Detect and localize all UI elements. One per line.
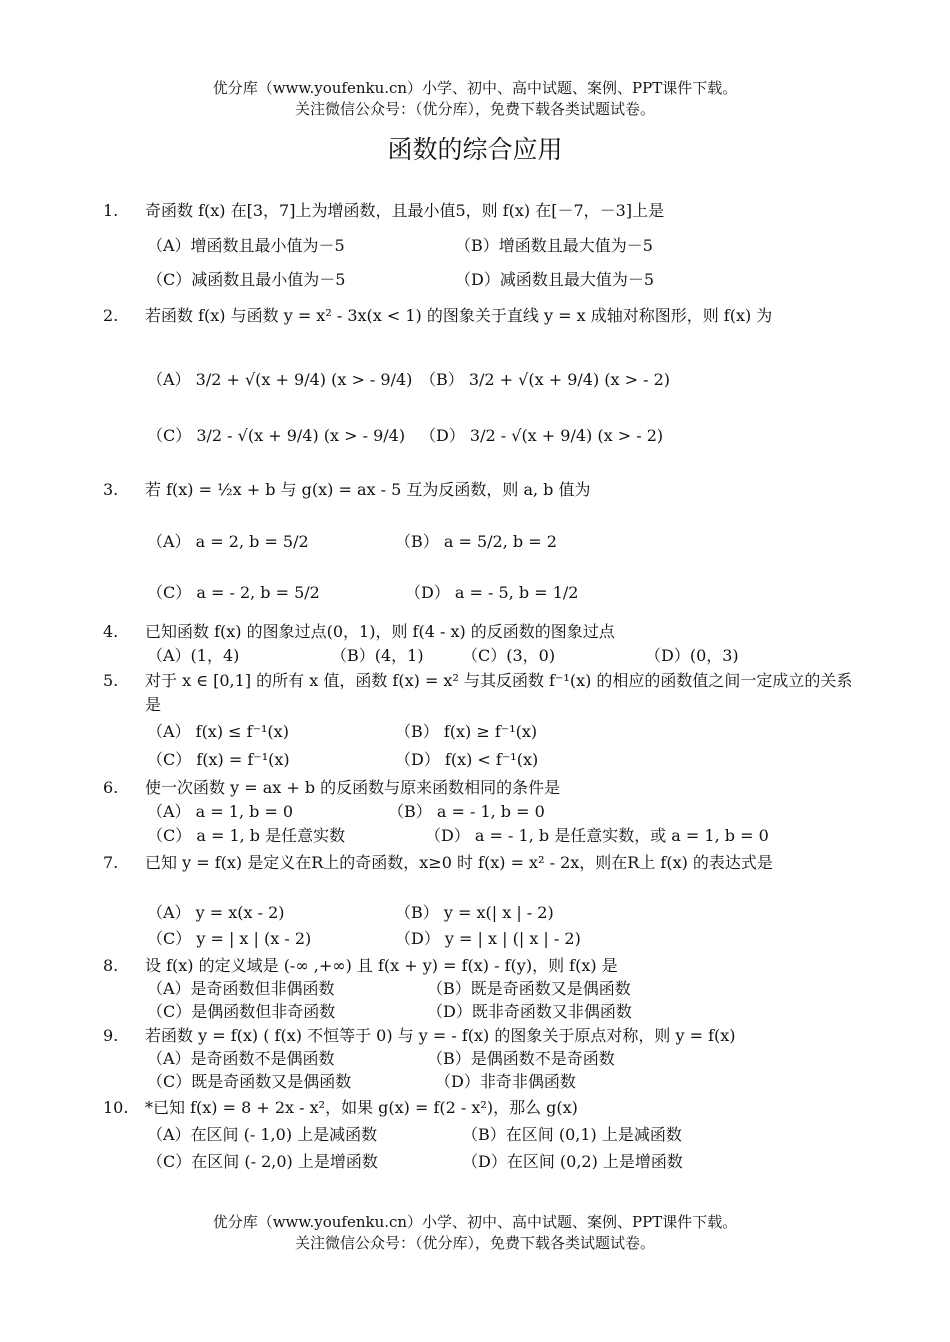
option-a: （A） f(x) ≤ f⁻¹(x) (147, 722, 289, 741)
option-a: （A）是奇函数但非偶函数 (147, 979, 335, 998)
question-6 (103, 776, 853, 800)
question-text: 对于 x ∈ [0,1] 的所有 x 值，函数 f(x) = x² 与其反函数 f⁻¹(x) 的相应的函数值之间一定成立的关系是 (145, 671, 853, 714)
option-c: （C） y = | x | (x - 2) (147, 929, 312, 948)
question-text: *已知 f(x) = 8 + 2x - x²，如果 g(x) = f(2 - x²)，那么 g(x) (145, 1098, 578, 1117)
option-c: （C）减函数且最小值为－5 (147, 270, 346, 289)
option-b: （B）增函数且最大值为－5 (455, 236, 653, 255)
question-number: 1. (103, 201, 119, 220)
footer-line-2: 关注微信公众号：（优分库），免费下载各类试题试卷。 (294, 1234, 655, 1252)
option-d: （D）减函数且最大值为－5 (455, 270, 655, 289)
option-c: （C）既是奇函数又是偶函数 (147, 1072, 352, 1091)
option-c: （C） a = - 2, b = 5/2 (147, 583, 320, 602)
question-7 (103, 851, 853, 899)
question-3 (103, 478, 853, 502)
option-a: （A） a = 1, b = 0 (147, 802, 294, 821)
question-number: 5. (103, 671, 119, 690)
question-number: 6. (103, 778, 119, 797)
header-line-2: 关注微信公众号：（优分库），免费下载各类试题试卷。 (294, 100, 655, 118)
option-d: （D） 3/2 - √(x + 9/4) (x > - 2) (420, 426, 664, 445)
option-a: （A）是奇函数不是偶函数 (147, 1049, 335, 1068)
question-text: 已知 y = f(x) 是定义在R上的奇函数，x≥0 时 f(x) = x² - 2x，则在R上 f(x) 的表达式是 (145, 853, 773, 872)
option-b: （B） 3/2 + √(x + 9/4) (x > - 2) (420, 370, 671, 389)
option-d: （D）既非奇函数又非偶函数 (427, 1002, 632, 1021)
question-text: 若函数 y = f(x) ( f(x) 不恒等于 0) 与 y = - f(x) 的图象关于原点对称，则 y = f(x) (145, 1026, 736, 1045)
option-c: （C） a = 1, b 是任意实数 (147, 826, 346, 845)
option-b: （B） a = 5/2, b = 2 (395, 532, 557, 551)
question-5 (103, 669, 853, 717)
footer-line-1: 优分库（www.youfenku.cn）小学、初中、高中试题、案例、PPT课件下载。 (212, 1213, 738, 1231)
option-d: （D）在区间 (0,2) 上是增函数 (462, 1152, 683, 1171)
option-b: （B）既是奇函数又是偶函数 (427, 979, 631, 998)
option-d: （D）非奇非偶函数 (435, 1072, 576, 1091)
option-a: （A） a = 2, b = 5/2 (147, 532, 309, 551)
page-title: 函数的综合应用 (387, 135, 563, 164)
question-number: 10. (103, 1098, 129, 1117)
option-d: （D） f(x) < f⁻¹(x) (395, 750, 539, 769)
option-b: （B） a = - 1, b = 0 (388, 802, 545, 821)
option-a: （A）增函数且最小值为－5 (147, 236, 345, 255)
option-d: （D） y = | x | (| x | - 2) (395, 929, 581, 948)
option-c: （C） f(x) = f⁻¹(x) (147, 750, 290, 769)
question-9 (103, 1024, 853, 1048)
option-c: （C）(3，0) (462, 646, 556, 665)
question-text: 若函数 f(x) 与函数 y = x² - 3x(x < 1) 的图象关于直线 y = x 成轴对称图形，则 f(x) 为 (145, 306, 773, 325)
question-text: 使一次函数 y = ax + b 的反函数与原来函数相同的条件是 (145, 778, 561, 797)
option-b: （B）是偶函数不是奇函数 (427, 1049, 615, 1068)
option-c: （C）是偶函数但非奇函数 (147, 1002, 336, 1021)
option-b: （B） f(x) ≥ f⁻¹(x) (395, 722, 538, 741)
option-d: （D）(0，3) (645, 646, 739, 665)
question-number: 4. (103, 622, 119, 641)
option-d: （D） a = - 5, b = 1/2 (405, 583, 579, 602)
option-b: （B）(4，1) (331, 646, 424, 665)
option-d: （D） a = - 1, b 是任意实数，或 a = 1, b = 0 (425, 826, 769, 845)
question-number: 8. (103, 956, 119, 975)
question-text: 已知函数 f(x) 的图象过点(0，1)，则 f(4 - x) 的反函数的图象过点 (145, 622, 615, 641)
option-c: （C）在区间 (- 2,0) 上是增函数 (147, 1152, 378, 1171)
question-4 (103, 620, 853, 644)
question-number: 7. (103, 853, 119, 872)
header-line-1: 优分库（www.youfenku.cn）小学、初中、高中试题、案例、PPT课件下载。 (212, 79, 738, 97)
question-2 (103, 304, 853, 352)
question-8 (103, 954, 853, 978)
option-a: （A） 3/2 + √(x + 9/4) (x > - 9/4) (147, 370, 413, 389)
question-text: 设 f(x) 的定义域是 (-∞ ,+∞) 且 f(x + y) = f(x) - f(y)，则 f(x) 是 (145, 956, 618, 975)
question-text: 奇函数 f(x) 在[3，7]上为增函数，且最小值5，则 f(x) 在[－7，－3]上是 (145, 201, 665, 220)
option-a: （A）(1，4) (147, 646, 240, 665)
option-a: （A）在区间 (- 1,0) 上是减函数 (147, 1125, 378, 1144)
question-number: 3. (103, 480, 119, 499)
question-10 (103, 1096, 853, 1120)
question-1 (103, 199, 853, 223)
option-b: （B）在区间 (0,1) 上是减函数 (462, 1125, 682, 1144)
question-number: 9. (103, 1026, 119, 1045)
question-text: 若 f(x) = ½x + b 与 g(x) = ax - 5 互为反函数，则 a, b 值为 (145, 480, 591, 499)
question-number: 2. (103, 306, 119, 325)
option-c: （C） 3/2 - √(x + 9/4) (x > - 9/4) (147, 426, 406, 445)
option-a: （A） y = x(x - 2) (147, 903, 285, 922)
option-b: （B） y = x(| x | - 2) (395, 903, 554, 922)
